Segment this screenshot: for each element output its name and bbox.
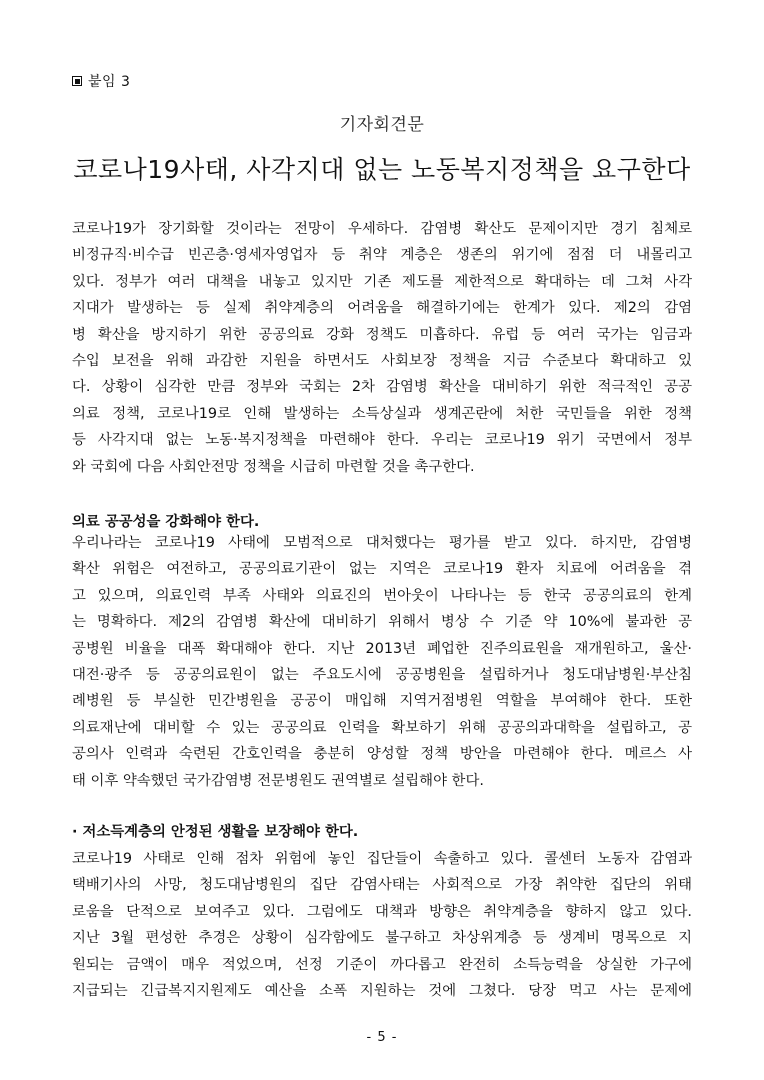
section-low-income-paragraph — [72, 846, 692, 1004]
paragraph-line: 비정규직·비수급 빈곤층·영세자영업자 등 취약 계층은 생존의 위기에 점점 더 내몰리고 — [72, 247, 692, 264]
paragraph-line: 코로나19 사태로 인해 점차 위험에 놓인 집단들이 속출하고 있다. 콜센터 노동자 감염과 — [72, 851, 692, 867]
section-heading-low-income: · 저소득계층의 안정된 생활을 보장해야 한다. — [72, 824, 359, 840]
paragraph-line: 우리나라는 코로나19 사태에 모범적으로 대처했다는 평가를 받고 있다. 하지만, 감염병 — [72, 535, 692, 551]
paragraph-line: 공병원 비율을 대폭 확대해야 한다. 지난 2013년 폐업한 진주의료원을 재개원하고, 울산· — [72, 640, 692, 657]
section-medical-paragraph — [72, 530, 692, 794]
paragraph-line: 병 확산을 방지하기 위한 공공의료 강화 정책도 미흡하다. 유럽 등 여러 국가는 임금과 — [72, 326, 692, 343]
intro-paragraph — [72, 216, 692, 480]
paragraph-line: 있다. 정부가 여러 대책을 내놓고 있지만 기존 제도를 제한적으로 확대하는 데 그쳐 사각 — [72, 273, 692, 290]
section-heading-medical: 의료 공공성을 강화해야 한다. — [72, 514, 260, 530]
document-page — [72, 0, 692, 1080]
paragraph-line: 태 이후 약속했던 국가감염병 전문병원도 권역별로 설립해야 한다. — [72, 772, 484, 789]
paragraph-line: 다. 상황이 심각한 만큼 정부와 국회는 2차 감염병 확산을 대비하기 위한 적극적인 공공 — [72, 379, 692, 396]
paragraph-line: 로움을 단적으로 보여주고 있다. 그럼에도 대책과 방향은 취약계층을 향하지 않고 있다. — [72, 903, 692, 920]
attachment-text: 붙임 3 — [88, 74, 131, 90]
paragraph-line: 대전·광주 등 공공의료원이 없는 주요도시에 공공병원을 설립하거나 청도대남병원·부산침 — [72, 667, 692, 684]
paragraph-line: 지난 3월 편성한 추경은 상황이 심각함에도 불구하고 차상위계층 등 생계비 명목으로 지 — [72, 930, 692, 947]
paragraph-line: 지대가 발생하는 등 실제 취약계층의 어려움을 해결하기에는 한계가 있다. 제2의 감염 — [72, 300, 692, 317]
paragraph-line: 등 사각지대 없는 노동·복지정책을 마련해야 한다. 우리는 코로나19 위기 국면에서 정부 — [72, 432, 692, 449]
paragraph-line: 의료 정책, 코로나19로 인해 발생하는 소득상실과 생계곤란에 처한 국민들을 위한 정책 — [72, 405, 692, 422]
document-title: 코로나19사태, 사각지대 없는 노동복지정책을 요구한다 — [73, 155, 691, 184]
paragraph-line: 의료재난에 대비할 수 있는 공공의료 인력을 확보하기 위해 공공의과대학을 설립하고, 공 — [72, 719, 692, 736]
paragraph-line: 택배기사의 사망, 청도대남병원의 집단 감염사태는 사회적으로 가장 취약한 집단의 위태 — [72, 877, 692, 894]
paragraph-line: 고 있으며, 의료인력 부족 사태와 의료진의 번아웃이 나타나는 등 한국 공공의료의 한계 — [72, 587, 692, 604]
paragraph-line: 수입 보전을 위해 과감한 지원을 하면서도 사회보장 정책을 지금 수준보다 확대하고 있 — [72, 353, 692, 370]
square-bullet-icon — [72, 76, 82, 86]
attachment-label — [72, 71, 130, 91]
paragraph-line: 확산 위험은 여전하고, 공공의료기관이 없는 지역은 코로나19 환자 치료에 어려움을 겪 — [72, 561, 692, 578]
paragraph-line: 례병원 등 부실한 민간병원을 공공이 매입해 지역거점병원 역할을 부여해야 한다. 또한 — [72, 693, 692, 710]
paragraph-line: 와 국회에 다음 사회안전망 정책을 시급히 마련할 것을 촉구한다. — [72, 458, 475, 475]
paragraph-line: 지급되는 긴급복지지원제도 예산을 소폭 지원하는 것에 그쳤다. 당장 먹고 사는 문제에 — [72, 983, 692, 1000]
paragraph-line: 원되는 금액이 매우 적었으며, 선정 기준이 까다롭고 완전히 소득능력을 상실한 가구에 — [72, 956, 692, 973]
paragraph-line: 코로나19가 장기화할 것이라는 전망이 우세하다. 감염병 확산도 문제이지만 경기 침체로 — [72, 221, 692, 237]
paragraph-line: 공의사 인력과 숙련된 간호인력을 충분히 양성할 정책 방안을 마련해야 한다. 메르스 사 — [72, 746, 692, 763]
document-subtitle: 기자회견문 — [339, 115, 425, 135]
page-number: - 5 - — [366, 1030, 398, 1045]
paragraph-line: 는 명확하다. 제2의 감염병 확산에 대비하기 위해서 병상 수 기준 약 10%에 불과한 공 — [72, 614, 692, 631]
